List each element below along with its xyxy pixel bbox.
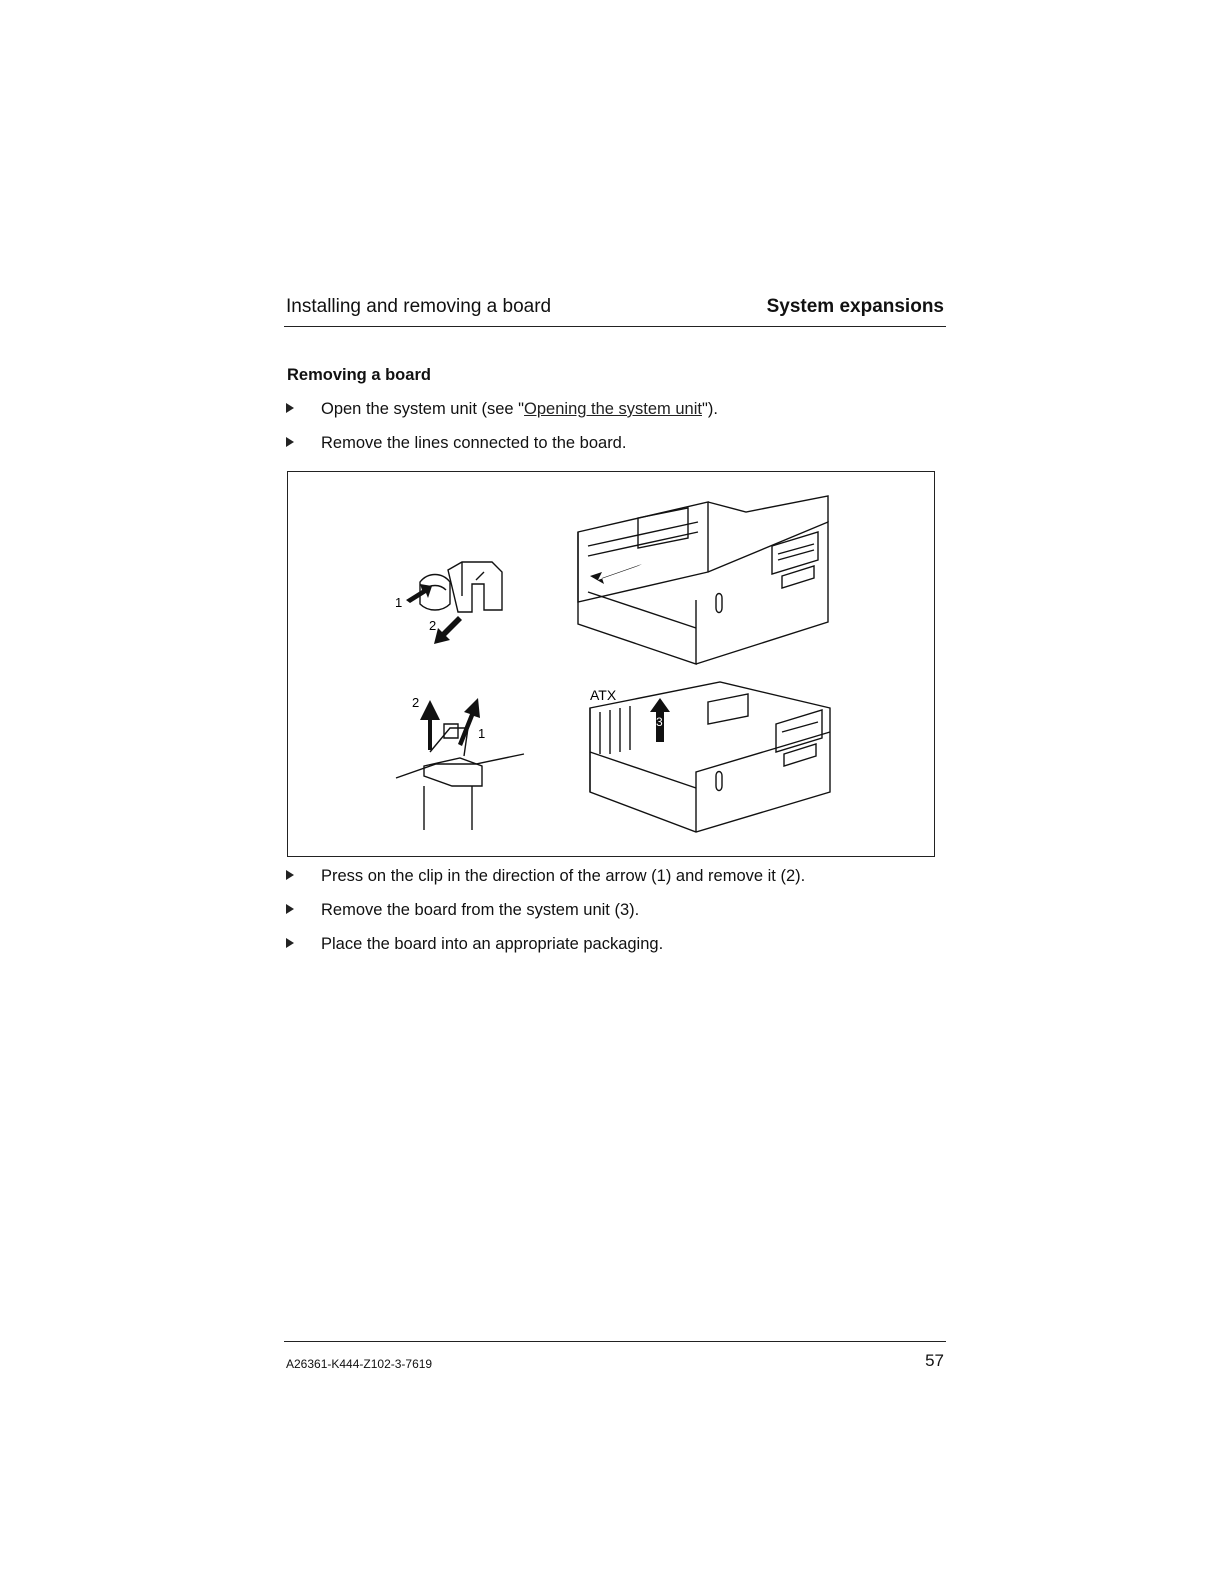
triangle-bullet-icon bbox=[286, 904, 294, 914]
triangle-bullet-icon bbox=[286, 870, 294, 880]
step-remove-lines: Remove the lines connected to the board. bbox=[286, 434, 626, 453]
label-atx: ATX bbox=[590, 687, 617, 703]
illustration-svg bbox=[288, 472, 934, 856]
step-open-system-unit: Open the system unit (see "Opening the system unit"). bbox=[286, 400, 718, 419]
triangle-bullet-icon bbox=[286, 403, 294, 413]
label-top-clip-1: 1 bbox=[395, 595, 403, 610]
page-header bbox=[284, 296, 946, 327]
label-top-clip-2: 2 bbox=[429, 618, 437, 633]
arrow-up-icon bbox=[420, 700, 440, 750]
arrow-remove-icon bbox=[434, 616, 462, 644]
system-unit-bottom-atx bbox=[590, 682, 830, 832]
section-title: Removing a board bbox=[287, 366, 431, 384]
step-press-clip: Press on the clip in the direction of the arrow (1) and remove it (2). bbox=[286, 867, 805, 886]
removal-illustration bbox=[287, 471, 935, 857]
clip-detail-top bbox=[420, 562, 502, 612]
step-place-packaging: Place the board into an appropriate packaging. bbox=[286, 935, 663, 954]
footer-doc-code: A26361-K444-Z102-3-7619 bbox=[286, 1357, 433, 1371]
label-bottom-clip-2: 2 bbox=[412, 695, 420, 710]
footer-rule bbox=[284, 1341, 946, 1342]
label-bottom-case-3: 3 bbox=[656, 715, 663, 729]
step-remove-board: Remove the board from the system unit (3). bbox=[286, 901, 639, 920]
label-top-case-3: 3 bbox=[610, 573, 617, 587]
arrow-press-icon bbox=[406, 584, 432, 603]
triangle-bullet-icon bbox=[286, 938, 294, 948]
arrow-press-down-icon bbox=[458, 698, 480, 746]
page-number: 57 bbox=[925, 1351, 944, 1370]
opening-system-unit-link[interactable]: Opening the system unit bbox=[524, 400, 702, 418]
header-chapter-title: System expansions bbox=[766, 296, 944, 317]
header-section-title: Installing and removing a board bbox=[286, 296, 552, 317]
triangle-bullet-icon bbox=[286, 437, 294, 447]
label-bottom-clip-1: 1 bbox=[478, 726, 486, 741]
